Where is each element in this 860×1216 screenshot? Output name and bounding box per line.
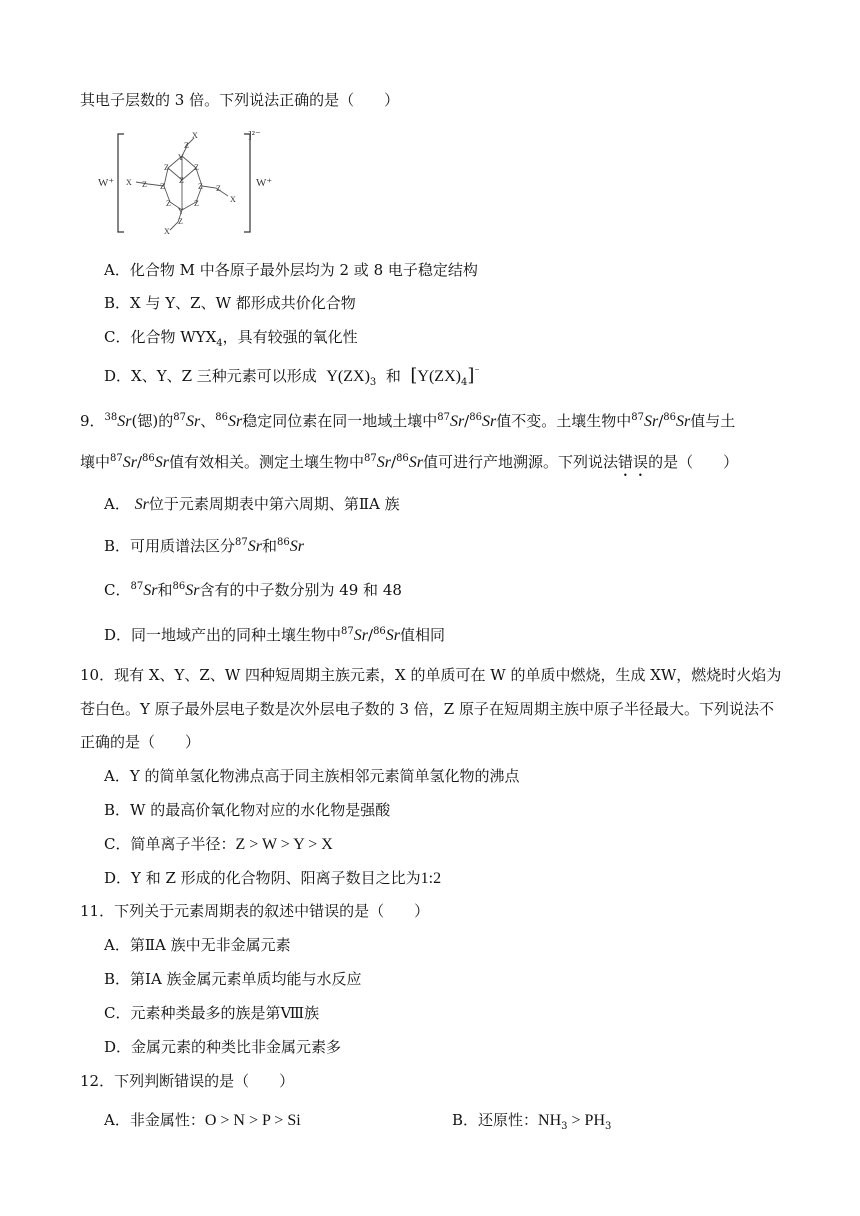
q12-option-b: B．还原性：$NH_3 > PH_3$ <box>452 1111 612 1132</box>
q9-stem-line2: 壤中$^{87}$Sr/$^{86}$Sr值有效相关。测定土壤生物中$^{87}$Sr/$^{86}$Sr值可进行产地溯源。下列说法错误的是（ ） <box>80 453 739 471</box>
q9-stem-line1: 9．$^{38}$Sr(锶)的$^{87}$Sr、$^{86}$Sr稳定同位素在同一地域土壤中$^{87}$Sr/$^{86}$Sr值不变。土壤生物中$^{87}$Sr/$^{86}$Sr值与土 <box>80 412 736 430</box>
svg-text:Z: Z <box>142 180 147 189</box>
svg-text:Z: Z <box>216 184 221 193</box>
q12-option-a: A．非金属性：O > N > P > Si <box>104 1111 301 1129</box>
svg-text:Z: Z <box>198 182 203 191</box>
q10-stem-line3: 正确的是（ ） <box>80 733 201 751</box>
svg-text:Z: Z <box>178 217 183 226</box>
cation-left: W⁺ <box>98 177 115 189</box>
bracket-right <box>244 134 250 232</box>
q11-option-d: D．金属元素的种类比非金属元素多 <box>104 1038 342 1056</box>
q10-option-b: B．W 的最高价氧化物对应的水化物是强酸 <box>104 801 391 819</box>
svg-text:Z: Z <box>194 163 199 172</box>
q8-option-b: B．X 与 Y、Z、W 都形成共价化合物 <box>104 294 356 312</box>
q10-stem-line2: 苍白色。Y 原子最外层电子数是次外层电子数的 3 倍，Z 原子在短周期主族中原子半径最大。下列说法不 <box>80 700 774 718</box>
svg-text:Z: Z <box>166 199 171 208</box>
q10-option-c: C．简单离子半径：Z > W > Y > X <box>104 835 333 853</box>
q9-option-a: A． Sr位于元素周期表中第六周期、第ⅡA 族 <box>104 495 400 513</box>
q8-option-c: C．化合物 $WYX_4$，具有较强的氧化性 <box>104 328 358 349</box>
emphasis-word: 错误 <box>618 453 649 471</box>
q11-option-b: B．第ⅠA 族金属元素单质均能与水反应 <box>104 970 362 988</box>
q12-stem: 12．下列判断错误的是（ ） <box>80 1072 295 1090</box>
svg-text:X: X <box>164 227 170 236</box>
svg-text:X: X <box>192 131 198 140</box>
bracket-left <box>118 134 124 232</box>
svg-text:Y: Y <box>178 207 184 216</box>
q11-stem: 11．下列关于元素周期表的叙述中错误的是（ ） <box>80 902 430 920</box>
q9-option-b: B．可用质谱法区分$^{87}$Sr和$^{86}$Sr <box>104 537 304 555</box>
svg-text:X: X <box>230 195 236 204</box>
q9-option-c: C．$^{87}$Sr和$^{86}$Sr含有的中子数分别为 49 和 48 <box>104 581 402 599</box>
svg-text:Z: Z <box>184 141 189 150</box>
svg-text:Z: Z <box>194 199 199 208</box>
q8-option-a: A．化合物 M 中各原子最外层均为 2 或 8 电子稳定结构 <box>104 261 478 279</box>
charge-label: ]²⁻ <box>248 129 261 141</box>
svg-text:Z: Z <box>179 176 184 185</box>
svg-text:Z: Z <box>160 182 165 191</box>
svg-text:X: X <box>126 178 132 187</box>
q10-option-d: D．Y 和 Z 形成的化合物阴、阳离子数目之比为1:2 <box>104 869 442 887</box>
q10-stem-line1: 10．现有 X、Y、Z、W 四种短周期主族元素，X 的单质可在 W 的单质中燃烧，生成 XW，燃烧时火焰为 <box>80 666 782 684</box>
q10-option-a: A．Y 的简单氢化物沸点高于同主族相邻元素简单氢化物的沸点 <box>104 767 520 785</box>
q8-option-d: D．X、Y、Z 三种元素可以形成 $Y(ZX)_3$ 和 $[Y(ZX)_4]^{^-}$ <box>104 365 480 388</box>
q11-option-a: A．第ⅡA 族中无非金属元素 <box>104 936 291 954</box>
svg-text:Y: Y <box>178 153 184 162</box>
structure-diagram <box>98 126 276 238</box>
svg-text:Z: Z <box>164 163 169 172</box>
question-stem-intro: 其电子层数的 3 倍。下列说法正确的是（ ） <box>80 91 400 109</box>
q11-option-c: C．元素种类最多的族是第Ⅷ族 <box>104 1004 320 1022</box>
q9-option-d: D．同一地域产出的同种土壤生物中$^{87}$Sr/$^{86}$Sr值相同 <box>104 626 446 644</box>
cation-right: W⁺ <box>256 177 273 189</box>
